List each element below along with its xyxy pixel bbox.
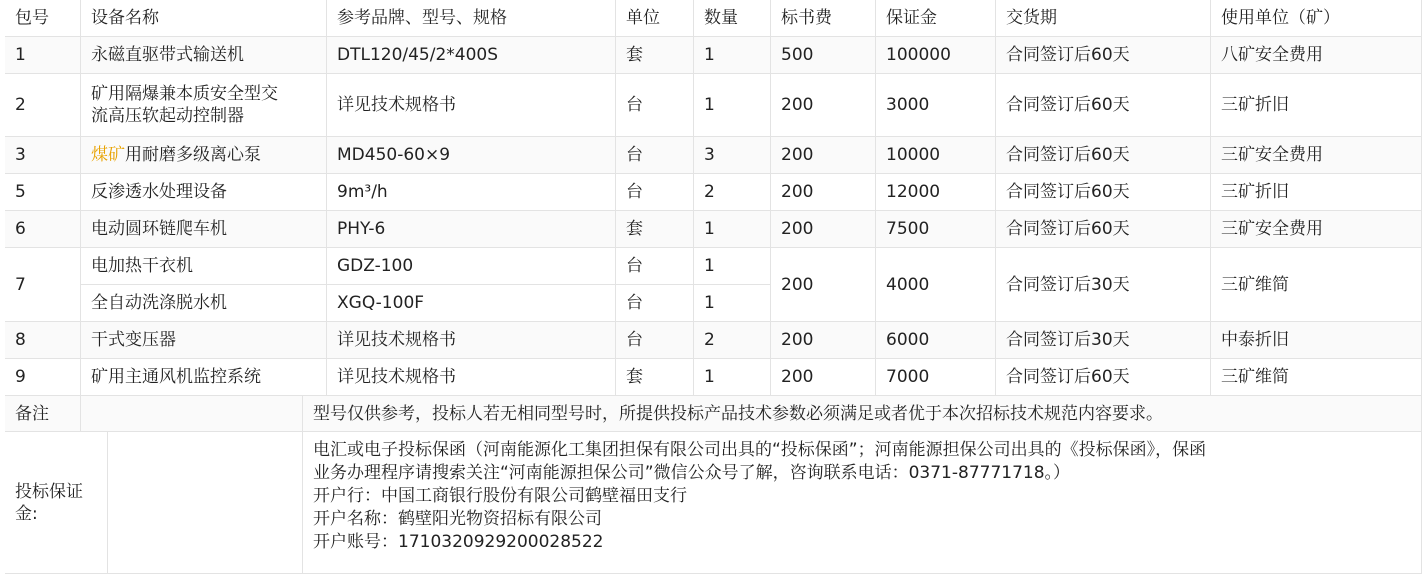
cell-unit: 套 — [616, 211, 694, 248]
cell-delivery: 合同签订后30天 — [996, 322, 1211, 359]
cell-unit: 台 — [616, 137, 694, 174]
name-line-2: 流高压软起动控制器 — [91, 106, 244, 126]
cell-package: 6 — [5, 211, 81, 248]
cell-spec: MD450-60×9 — [327, 137, 616, 174]
cell-user-unit: 三矿安全费用 — [1211, 211, 1422, 248]
name-rest: 用耐磨多级离心泵 — [125, 145, 261, 165]
cell-user-unit: 八矿安全费用 — [1211, 37, 1422, 74]
header-tender-fee: 标书费 — [771, 0, 876, 37]
cell-quantity: 2 — [694, 322, 771, 359]
cell-equipment-name: 电动圆环链爬车机 — [81, 211, 327, 248]
cell-equipment-name: 电加热干衣机 — [81, 248, 327, 285]
cell-package: 7 — [5, 248, 81, 322]
cell-deposit: 6000 — [876, 322, 996, 359]
cell-package: 1 — [5, 37, 81, 74]
cell-delivery: 合同签订后60天 — [996, 74, 1211, 137]
cell-package: 5 — [5, 174, 81, 211]
cell-unit: 台 — [616, 248, 694, 285]
cell-delivery: 合同签订后60天 — [996, 137, 1211, 174]
guarantee-label — [5, 432, 108, 574]
cell-tender-fee: 200 — [771, 137, 876, 174]
header-deposit: 保证金 — [876, 0, 996, 37]
remark-spacer — [81, 396, 303, 432]
name-line-1: 矿用隔爆兼本质安全型交 — [91, 84, 278, 104]
cell-spec: DTL120/45/2*400S — [327, 37, 616, 74]
cell-quantity: 1 — [694, 74, 771, 137]
cell-deposit: 3000 — [876, 74, 996, 137]
cell-tender-fee: 200 — [771, 322, 876, 359]
cell-quantity: 1 — [694, 37, 771, 74]
cell-user-unit: 中泰折旧 — [1211, 322, 1422, 359]
cell-spec: XGQ-100F — [327, 285, 616, 322]
cell-package: 9 — [5, 359, 81, 396]
account-number-line: 开户账号：171032092920002852​2 — [313, 532, 604, 552]
cell-package: 3 — [5, 137, 81, 174]
cell-spec: 详见技术规格书 — [327, 359, 616, 396]
cell-deposit: 100000 — [876, 37, 996, 74]
guarantee-line-1: 电汇或电子投标保函（河南能源化工集团担保有限公司出具的“投标保函”；河南能源担保公司出具的《投标保函》，保函 — [313, 440, 1207, 460]
header-spec: 参考品牌、型号、规格 — [327, 0, 616, 37]
guarantee-line-2: 业务办理程序请搜索关注“河南能源担保公司”微信公众号了解，咨询联系电话：0371-87771718。） — [313, 463, 1071, 483]
cell-equipment-name — [81, 74, 327, 137]
cell-unit: 台 — [616, 322, 694, 359]
cell-equipment-name: 永磁直驱带式输送机 — [81, 37, 327, 74]
cell-spec: 9m³/h — [327, 174, 616, 211]
cell-tender-fee: 500 — [771, 37, 876, 74]
highlighted-term: 煤矿 — [91, 145, 125, 165]
cell-deposit: 7500 — [876, 211, 996, 248]
cell-deposit: 7000 — [876, 359, 996, 396]
bank-name-line: 开户行：中国工商银行股份有限公司鹤壁福田支行 — [313, 486, 687, 506]
cell-quantity: 2 — [694, 174, 771, 211]
guarantee-spacer — [108, 432, 303, 574]
cell-unit: 套 — [616, 359, 694, 396]
cell-user-unit: 三矿折旧 — [1211, 174, 1422, 211]
cell-quantity: 3 — [694, 137, 771, 174]
header-delivery: 交货期 — [996, 0, 1211, 37]
cell-delivery: 合同签订后60天 — [996, 174, 1211, 211]
cell-delivery: 合同签订后60天 — [996, 359, 1211, 396]
guarantee-label-line-1: 投标保证 — [15, 481, 83, 502]
cell-equipment-name: 矿用主通风机监控系统 — [81, 359, 327, 396]
cell-spec: PHY-6 — [327, 211, 616, 248]
cell-package: 8 — [5, 322, 81, 359]
guarantee-details — [303, 432, 1422, 574]
cell-delivery: 合同签订后60天 — [996, 37, 1211, 74]
cell-user-unit: 三矿维简 — [1211, 248, 1422, 322]
cell-quantity: 1 — [694, 285, 771, 322]
cell-user-unit: 三矿维简 — [1211, 359, 1422, 396]
cell-delivery: 合同签订后30天 — [996, 248, 1211, 322]
cell-tender-fee: 200 — [771, 74, 876, 137]
cell-deposit: 4000 — [876, 248, 996, 322]
cell-delivery: 合同签订后60天 — [996, 211, 1211, 248]
cell-spec: 详见技术规格书 — [327, 74, 616, 137]
remark-label: 备注 — [5, 396, 81, 432]
cell-unit: 台 — [616, 285, 694, 322]
remark-text: 型号仅供参考，投标人若无相同型号时，所提供投标产品技术参数必须满足或者优于本次招标技术规范内容要求。 — [303, 396, 1422, 432]
guarantee-label-line-2: 金: — [15, 503, 38, 524]
header-equipment-name: 设备名称 — [81, 0, 327, 37]
cell-user-unit: 三矿折旧 — [1211, 74, 1422, 137]
account-name-line: 开户名称：鹤壁阳光物资招标有限公司 — [313, 509, 602, 529]
cell-quantity: 1 — [694, 211, 771, 248]
header-user-unit: 使用单位（矿） — [1211, 0, 1422, 37]
cell-deposit: 10000 — [876, 137, 996, 174]
cell-unit: 台 — [616, 74, 694, 137]
cell-tender-fee: 200 — [771, 211, 876, 248]
cell-equipment-name — [81, 137, 327, 174]
cell-tender-fee: 200 — [771, 359, 876, 396]
cell-quantity: 1 — [694, 359, 771, 396]
cell-equipment-name: 全自动洗涤脱水机 — [81, 285, 327, 322]
cell-quantity: 1 — [694, 248, 771, 285]
header-unit: 单位 — [616, 0, 694, 37]
cell-tender-fee: 200 — [771, 248, 876, 322]
header-quantity: 数量 — [694, 0, 771, 37]
cell-user-unit: 三矿安全费用 — [1211, 137, 1422, 174]
cell-equipment-name: 干式变压器 — [81, 322, 327, 359]
cell-spec: GDZ-100 — [327, 248, 616, 285]
cell-deposit: 12000 — [876, 174, 996, 211]
cell-unit: 台 — [616, 174, 694, 211]
cell-spec: 详见技术规格书 — [327, 322, 616, 359]
cell-tender-fee: 200 — [771, 174, 876, 211]
cell-package: 2 — [5, 74, 81, 137]
cell-equipment-name: 反渗透水处理设备 — [81, 174, 327, 211]
header-package: 包号 — [5, 0, 81, 37]
cell-unit: 套 — [616, 37, 694, 74]
